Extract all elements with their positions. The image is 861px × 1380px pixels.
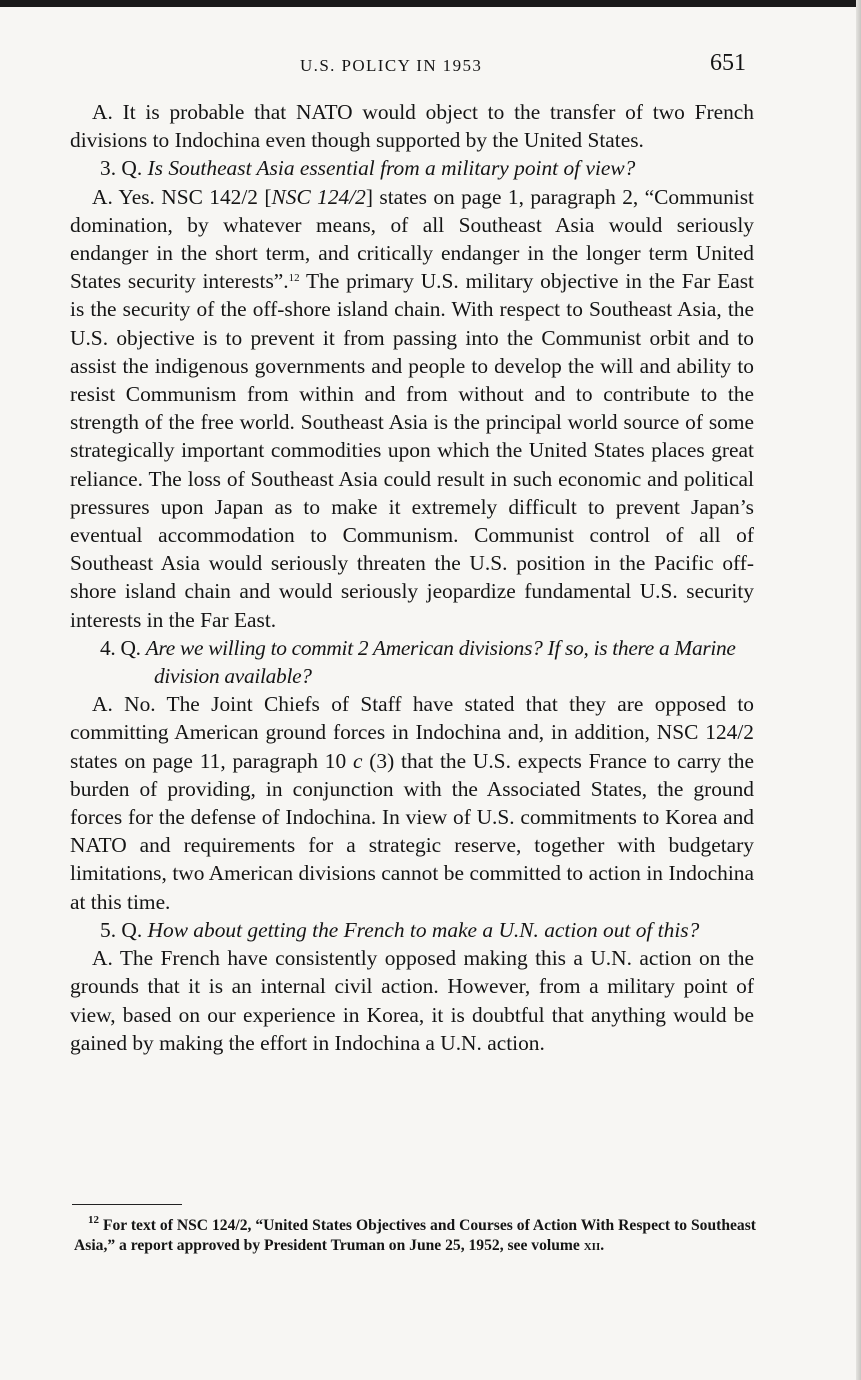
main-text <box>70 98 754 1057</box>
footnote-end: . <box>600 1237 605 1254</box>
footnote-divider <box>72 1204 182 1205</box>
question-5 <box>70 916 754 944</box>
answer-3-paragraph <box>70 183 754 634</box>
answer-4-italic: c <box>353 748 363 773</box>
top-border <box>0 0 861 7</box>
answer-2-paragraph: A. It is probable that NATO would object to the transfer of two French divisions to Indochina even though supported by the United States. <box>70 100 754 153</box>
answer-4-paragraph <box>70 690 754 916</box>
footnote-volume: xii <box>583 1237 601 1254</box>
footnote-text: For text of NSC 124/2, “United States Objectives and Courses of Action With Respect to Southeast Asia,” a report approved by President Truman on June 25, 1952, see volume <box>74 1217 756 1254</box>
answer-4-part1: A. No. The Joint Chiefs of Staff have stated that they are opposed to committing American ground forces in Indochina and, in addition, NSC 124/2 states on page 11, paragraph 10 <box>70 692 754 773</box>
page-number: 651 <box>710 50 746 76</box>
question-4-text: Are we willing to commit 2 American divisions? If so, is there a Marine division available? <box>145 635 736 689</box>
question-3-number: 3. Q. <box>100 156 143 181</box>
page-edge <box>856 0 861 1380</box>
running-head-title: U.S. POLICY IN 1953 <box>300 56 483 75</box>
question-3-text: Is Southeast Asia essential from a military point of view? <box>147 156 636 181</box>
question-5-number: 5. Q. <box>100 917 143 942</box>
answer-3-part3: The primary U.S. military objective in the Far East is the security of the off-shore island chain. With respect to Southeast Asia, the U.S. objective is to prevent it from passing into the Communist orbit and to assist the indigenous governments and people to develop the will and ability to resist Communism from within and from without and to contribute to the strength of the free world. Southeast Asia is the principal world source of some strategically important commodities upon which the United States places great reliance. The loss of Southeast Asia could result in such economic and political pressures upon Japan as to make it extremely difficult to prevent Japan’s eventual accommodation to Communism. Communist control of all of Southeast Asia would seriously threaten the U.S. position in the Pacific off-shore island chain and would seriously jeopardize fundamental U.S. security interests in the Far East. <box>70 269 754 632</box>
footnote-marker: 12 <box>88 1214 99 1226</box>
answer-3-part2: ] states on page 1, paragraph 2, “Communist domination, by whatever means, of all Southeast Asia would seriously endanger in the short term, and critically endanger in the longer term United States security interests”. <box>70 184 754 294</box>
answer-4-part2: (3) that the U.S. expects France to carry the burden of providing, in conjunction with the Associated States, the ground forces for the defense of Indochina. In view of U.S. commitments to Korea and NATO and requirements for a strategic reserve, together with budgetary limitations, two American divisions cannot be committed to action in Indochina at this time. <box>70 748 755 914</box>
footnote-12 <box>74 1216 756 1256</box>
footnote-reference: 12 <box>288 272 300 285</box>
answer-3-correction: NSC 124/2 <box>271 184 366 209</box>
question-4 <box>70 634 754 690</box>
question-5-text: How about getting the French to make a U.N. action out of this? <box>147 917 700 942</box>
answer-3-part1: A. Yes. NSC 142/2 [ <box>92 184 272 209</box>
answer-5-paragraph: A. The French have consistently opposed making this a U.N. action on the grounds that it is an internal civil action. However, from a military point of view, based on our experience in Korea, it is doubtful that anything would be gained by making the effort in Indochina a U.N. action. <box>70 946 754 1055</box>
question-4-number: 4. Q. <box>100 635 141 660</box>
question-3 <box>70 154 754 182</box>
